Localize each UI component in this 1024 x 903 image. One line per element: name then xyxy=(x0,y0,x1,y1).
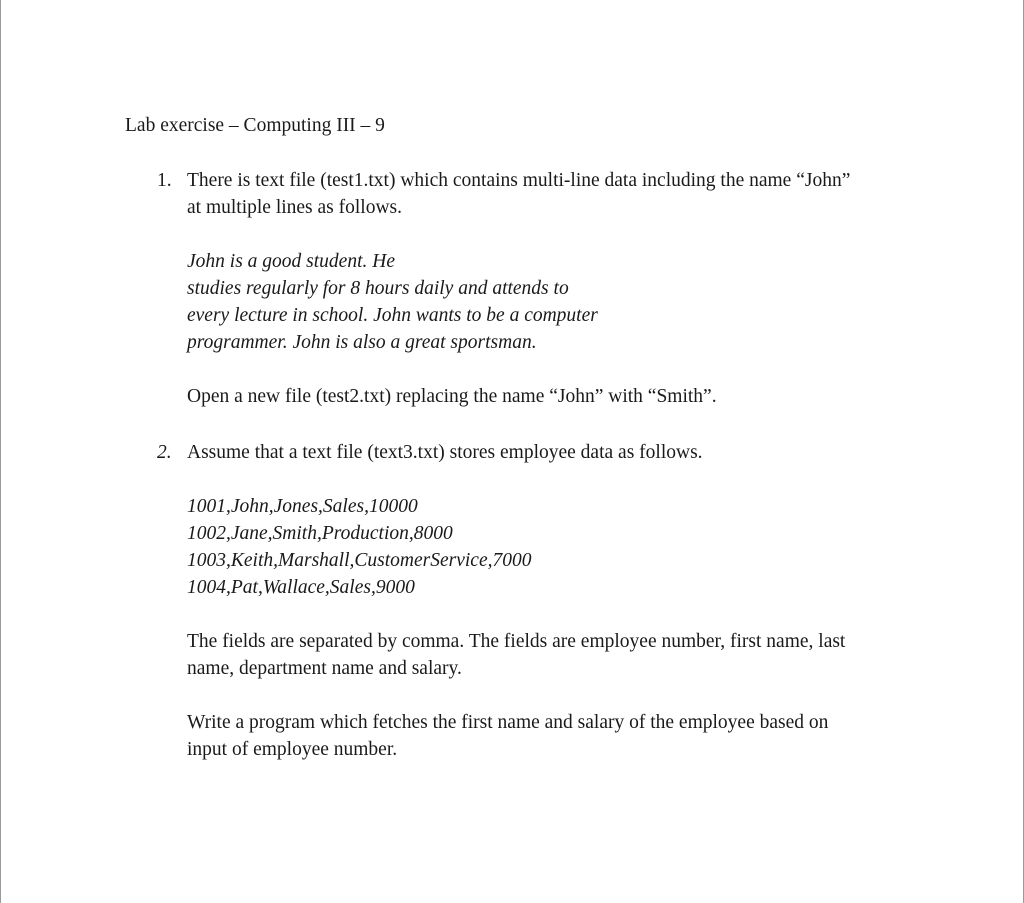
question-body xyxy=(187,167,897,410)
question-note-line: name, department name and salary. xyxy=(187,658,462,679)
spacer xyxy=(187,601,897,628)
employee-record: 1004,Pat,Wallace,Sales,9000 xyxy=(187,577,415,598)
question-intro-line: There is text file (test1.txt) which contains multi-line data including the name “John” xyxy=(187,170,851,191)
spacer xyxy=(187,356,897,383)
question-task-line: input of employee number. xyxy=(187,739,398,760)
page-title: Lab exercise – Computing III – 9 xyxy=(125,115,385,136)
sample-line: programmer. John is also a great sportsman. xyxy=(187,332,537,353)
spacer xyxy=(187,682,897,709)
sample-line: every lecture in school. John wants to be a computer xyxy=(187,305,598,326)
sample-line: studies regularly for 8 hours daily and attends to xyxy=(187,278,569,299)
question-intro-line: Assume that a text file (text3.txt) stores employee data as follows. xyxy=(187,442,703,463)
question-number: 1. xyxy=(157,170,172,191)
sample-text-block xyxy=(187,248,897,356)
sample-line: John is a good student. He xyxy=(187,251,395,272)
question-task: Open a new file (test2.txt) replacing the name “John” with “Smith”. xyxy=(187,386,717,407)
question-body xyxy=(187,439,897,763)
question-note-line: The fields are separated by comma. The fields are employee number, first name, last xyxy=(187,631,846,652)
question-intro-line: at multiple lines as follows. xyxy=(187,197,403,218)
question-task-line: Write a program which fetches the first name and salary of the employee based on xyxy=(187,712,829,733)
employee-data-block xyxy=(187,493,897,601)
spacer xyxy=(187,466,897,493)
spacer xyxy=(187,221,897,248)
employee-record: 1001,John,Jones,Sales,10000 xyxy=(187,496,418,517)
employee-record: 1003,Keith,Marshall,CustomerService,7000 xyxy=(187,550,532,571)
employee-record: 1002,Jane,Smith,Production,8000 xyxy=(187,523,453,544)
question-number: 2. xyxy=(157,442,172,463)
